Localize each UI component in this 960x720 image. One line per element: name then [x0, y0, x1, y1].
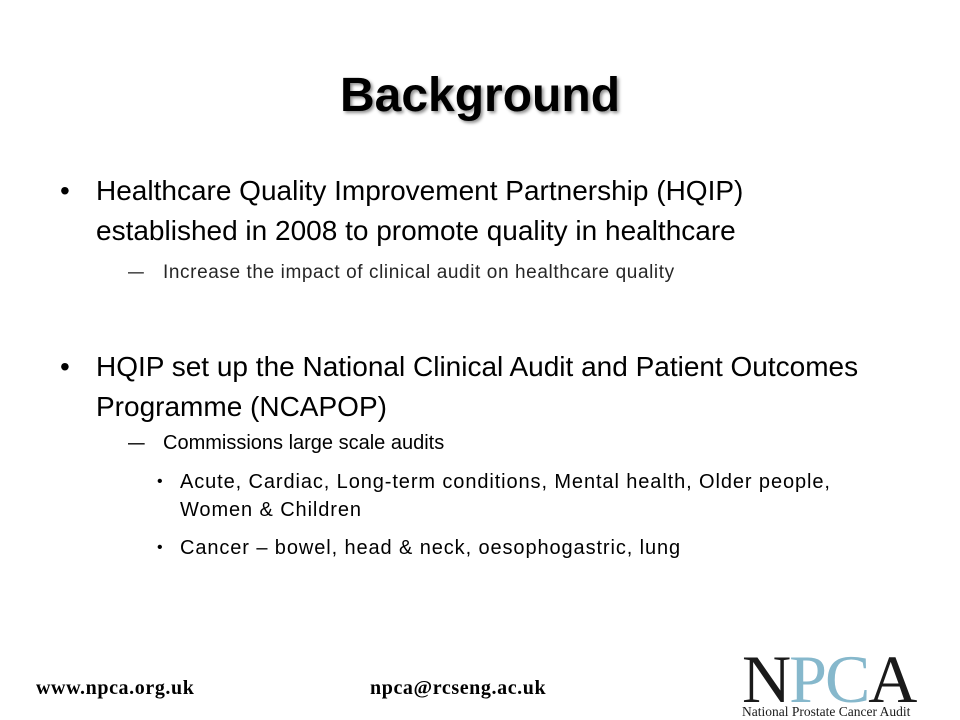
footer-email: npca@rcseng.ac.uk — [370, 677, 547, 699]
bullet-text-line: Programme (NCAPOP) — [96, 391, 387, 422]
bullet-marker: • — [157, 539, 163, 556]
logo-letter-p: P — [789, 641, 825, 717]
bullet-marker: • — [60, 351, 70, 382]
sub-sub-bullet-text-line: Women & Children — [180, 499, 362, 521]
bullet-marker: • — [60, 175, 70, 206]
dash-marker: – — [128, 262, 144, 283]
logo-letter-a: A — [868, 641, 916, 717]
sub-sub-bullet-text-line: Acute, Cardiac, Long-term conditions, Mental health, Older people, — [180, 471, 831, 493]
sub-bullet-commissions — [128, 429, 445, 457]
bullet-ncapop — [60, 347, 859, 427]
logo-letter-c: C — [824, 641, 869, 717]
dash-marker: – — [128, 432, 145, 454]
sub-sub-bullet-text-line: Cancer – bowel, head & neck, oesophogastric, lung — [180, 537, 682, 559]
logo-tagline: National Prostate Cancer Audit — [742, 704, 911, 719]
sub-bullet-text-line: Increase the impact of clinical audit on healthcare quality — [163, 262, 675, 283]
bullet-text-line: HQIP set up the National Clinical Audit and Patient Outcomes — [96, 351, 859, 382]
logo-letter-n: N — [742, 641, 790, 717]
bullet-hqip-established — [60, 171, 744, 251]
bullet-text-line: Healthcare Quality Improvement Partnership (HQIP) — [96, 175, 744, 206]
sub-bullet-increase-impact — [128, 260, 675, 286]
bullet-marker: • — [157, 473, 163, 490]
sub-sub-bullet-cancer — [157, 534, 682, 562]
slide-title: Background — [339, 69, 621, 122]
footer-website: www.npca.org.uk — [36, 677, 195, 699]
sub-sub-bullet-audit-areas — [157, 468, 831, 524]
bullet-text-line: established in 2008 to promote quality in healthcare — [96, 215, 736, 246]
sub-bullet-text-line: Commissions large scale audits — [163, 432, 445, 454]
npca-logo — [742, 641, 916, 717]
